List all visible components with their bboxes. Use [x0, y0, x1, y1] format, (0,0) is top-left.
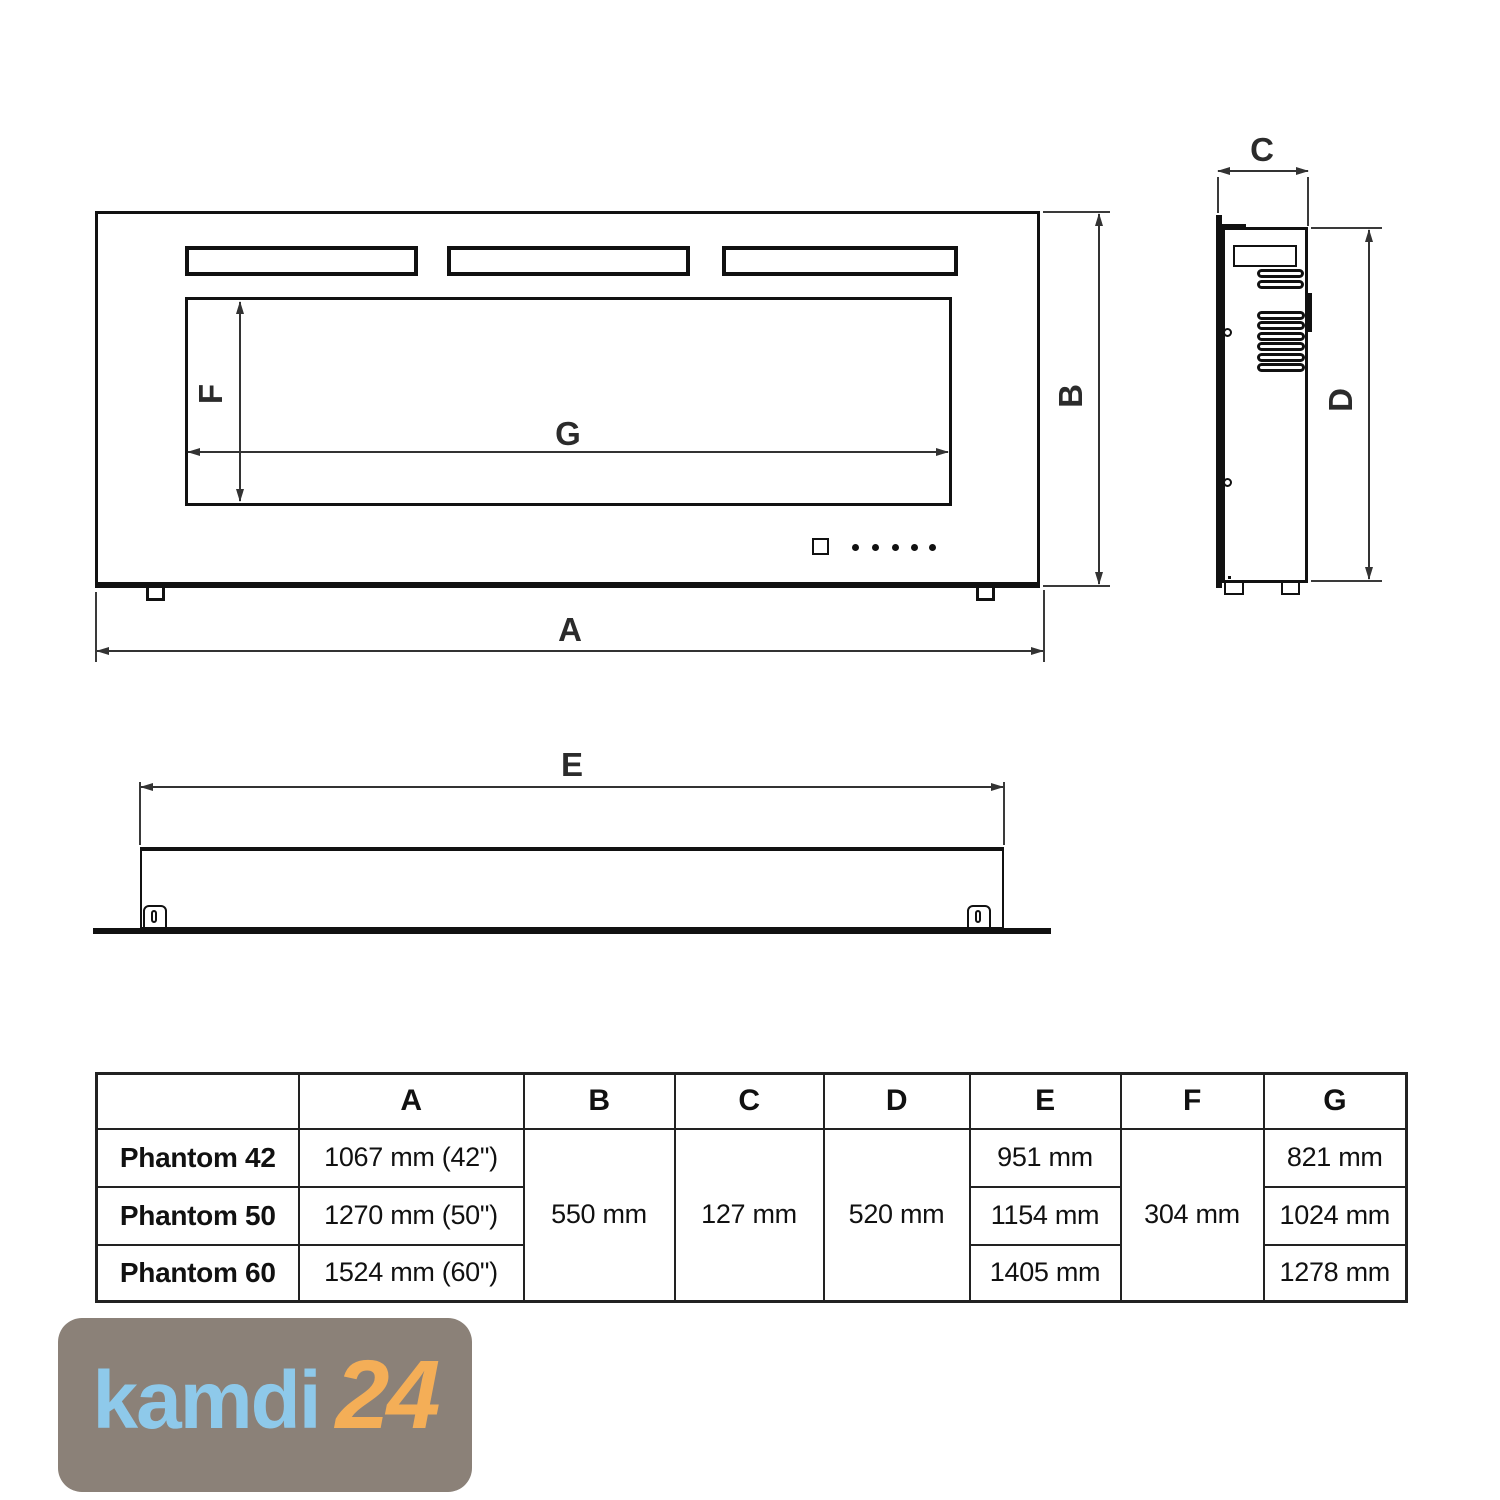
value-A: 1270 mm (50") [299, 1187, 524, 1245]
table-header-G: G [1264, 1074, 1407, 1129]
logo-brand-text: kamdi [92, 1355, 320, 1446]
model-name: Phantom 50 [97, 1187, 299, 1245]
table-header-C: C [675, 1074, 824, 1129]
side-vent-louver [1257, 280, 1304, 289]
front-glass-window [185, 297, 952, 506]
dim-label-E: E [560, 746, 583, 783]
recess-bracket-left-slot [151, 910, 157, 923]
table-header-F: F [1121, 1074, 1264, 1129]
dim-line-A [97, 650, 1043, 652]
model-name: Phantom 42 [97, 1129, 299, 1187]
dim-label-A: A [558, 611, 582, 648]
side-foot-right [1281, 583, 1300, 595]
dim-ext-E-right [1003, 782, 1005, 845]
dimension-spec-table [95, 1072, 1408, 1303]
value-A: 1524 mm (60") [299, 1245, 524, 1302]
value-F-shared: 304 mm [1121, 1129, 1264, 1302]
side-vent-louver [1257, 321, 1305, 330]
side-vent-louver [1257, 332, 1305, 341]
front-vent-slot-2 [447, 246, 690, 276]
side-detail-dot [1228, 576, 1231, 579]
value-D-shared: 520 mm [824, 1129, 970, 1302]
value-E: 951 mm [970, 1129, 1121, 1187]
control-dot-1 [852, 544, 859, 551]
side-vent-louver [1257, 269, 1304, 278]
dim-label-G: G [555, 415, 581, 452]
value-G: 1278 mm [1264, 1245, 1407, 1302]
control-dot-3 [892, 544, 899, 551]
table-header-D: D [824, 1074, 970, 1129]
side-screw-top [1223, 328, 1232, 337]
model-name: Phantom 60 [97, 1245, 299, 1302]
value-G: 821 mm [1264, 1129, 1407, 1187]
value-E: 1154 mm [970, 1187, 1121, 1245]
dim-line-D [1368, 230, 1370, 579]
dim-ext-C-right [1307, 177, 1309, 226]
control-power-button [812, 538, 829, 555]
dim-line-F [239, 302, 241, 501]
side-vent-louver [1257, 342, 1305, 351]
dim-ext-E-left [139, 782, 141, 845]
dim-label-F: F [192, 383, 229, 405]
table-header-model [97, 1074, 299, 1129]
recess-glass-plate [93, 928, 1051, 934]
value-E: 1405 mm [970, 1245, 1121, 1302]
dim-line-C [1218, 170, 1308, 172]
dim-ext-D-bottom [1311, 580, 1382, 582]
dim-line-B [1098, 214, 1100, 584]
front-vent-slot-1 [185, 246, 418, 276]
dim-label-D: D [1322, 388, 1359, 412]
dim-label-C: C [1250, 131, 1274, 168]
recess-bracket-right-slot [975, 910, 981, 923]
side-vent-louver [1257, 363, 1305, 372]
logo-suffix-text: 24 [335, 1340, 438, 1449]
dim-ext-B-bottom [1043, 585, 1110, 587]
control-dot-5 [929, 544, 936, 551]
front-vent-slot-3 [722, 246, 958, 276]
front-foot-right [976, 588, 995, 601]
recess-body-outline [140, 847, 1004, 929]
side-vent-louver [1257, 353, 1305, 362]
dim-label-B: B [1052, 384, 1089, 408]
dim-line-E [141, 786, 1003, 788]
value-B-shared: 550 mm [524, 1129, 675, 1302]
control-dot-4 [911, 544, 918, 551]
value-C-shared: 127 mm [675, 1129, 824, 1302]
table-header-E: E [970, 1074, 1121, 1129]
control-dot-2 [872, 544, 879, 551]
table-header-A: A [299, 1074, 524, 1129]
side-screw-bottom [1223, 478, 1232, 487]
side-wall-bracket [1308, 293, 1312, 332]
table-header-B: B [524, 1074, 675, 1129]
table-row [97, 1129, 1407, 1187]
kamdi24-logo [58, 1318, 472, 1492]
front-foot-left [146, 588, 165, 601]
value-A: 1067 mm (42") [299, 1129, 524, 1187]
side-display-box [1233, 245, 1297, 267]
side-vent-louver [1257, 311, 1305, 320]
dim-ext-C-left [1217, 177, 1219, 213]
value-G: 1024 mm [1264, 1187, 1407, 1245]
side-foot-left [1224, 583, 1244, 595]
